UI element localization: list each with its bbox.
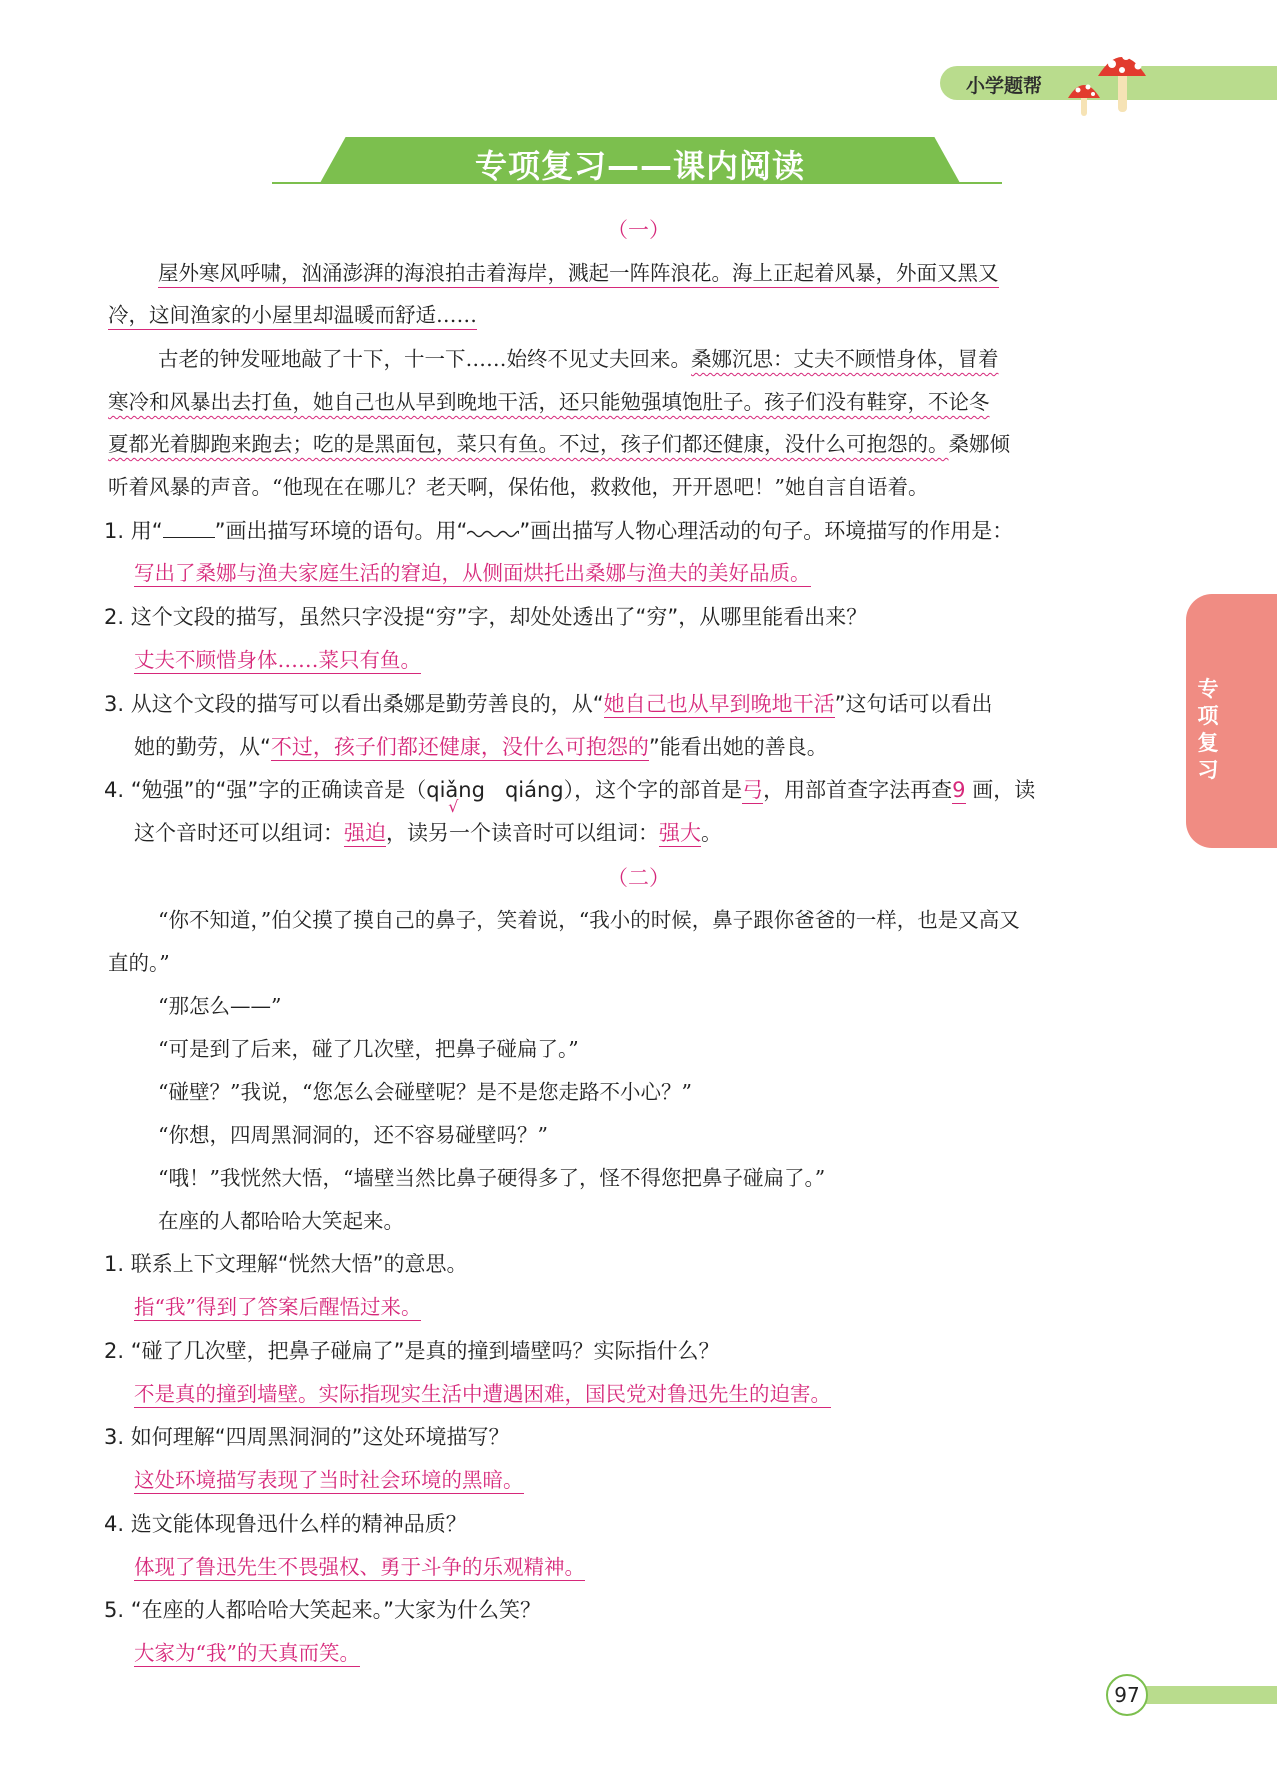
section-heading-2: （二）	[607, 866, 670, 890]
answer-2-4	[134, 1552, 585, 1582]
mind-sentence: 夏都光着脚跑来跑去；吃的是黑面包，菜只有鱼。不过，孩子们都还健康，没什么可抱怨的。	[108, 432, 949, 456]
question-2-5: 5. “在座的人都哈哈大笑起来。”大家为什么笑？	[104, 1598, 541, 1622]
brand-label: 小学题帮	[966, 75, 1043, 97]
q-text: ”画出描写人物心理活动的句子。环境描写的作用是：	[519, 519, 1014, 543]
answer-text: 弓	[742, 778, 764, 802]
answer-2-1	[134, 1292, 421, 1322]
answer-2-3	[134, 1465, 524, 1495]
check-mark-icon: √	[448, 797, 459, 816]
answer-2-2	[134, 1379, 831, 1409]
q-text: ”能看出她的善良。	[648, 735, 828, 759]
passage2-line: “可是到了后来，碰了几次壁，把鼻子碰扁了。”	[158, 1037, 579, 1061]
passage1-line	[158, 258, 999, 288]
question-3-cont	[134, 732, 828, 762]
passage-text: 桑娜倾	[948, 432, 1010, 456]
q-text: ，用部首查字法再查	[763, 778, 953, 802]
wavy-line-symbol	[467, 528, 519, 538]
answer-text: 9	[952, 778, 966, 802]
answer-text: 大家为“我”的天真而笑。	[134, 1641, 360, 1665]
q-text: 这个音时还可以组词：	[134, 821, 344, 845]
q-text: ”画出描写环境的语句。用“	[214, 519, 468, 543]
env-sentence: 冷，这间渔家的小屋里却温暖而舒适……	[108, 303, 477, 330]
pinyin-option: qiáng	[504, 778, 564, 802]
side-tab-label: 专项复习	[1197, 677, 1219, 782]
answer-text: 强大	[659, 821, 701, 845]
answer-text: 不是真的撞到墙壁。实际指现实生活中遭遇困难，国民党对鲁迅先生的迫害。	[134, 1382, 831, 1406]
answer-text: 她自己也从早到晚地干活	[603, 692, 835, 716]
passage1-line	[108, 429, 1010, 459]
question-2-1: 1. 联系上下文理解“恍然大悟”的意思。	[104, 1252, 468, 1276]
question-3	[104, 689, 992, 719]
answer-text: 丈夫不顾惜身体……菜只有鱼。	[134, 648, 421, 672]
passage2-line: 在座的人都哈哈大笑起来。	[158, 1209, 404, 1233]
page-title: 专项复习——课内阅读	[474, 147, 805, 185]
question-2-3: 3. 如何理解“四周黑洞洞的”这处环境描写？	[104, 1425, 510, 1449]
question-2-4: 4. 选文能体现鲁迅什么样的精神品质？	[104, 1512, 467, 1536]
q-text: 。	[701, 821, 722, 845]
passage1-line: 听着风暴的声音。“他现在在哪儿？老天啊，保佑他，救救他，开开恩吧！”她自言自语着。	[108, 475, 929, 499]
q-text: ），这个字的部首是	[563, 778, 743, 802]
answer-text: 写出了桑娜与渔夫家庭生活的窘迫，从侧面烘托出桑娜与渔夫的美好品质。	[134, 561, 811, 585]
question-4	[104, 775, 1036, 816]
answer-1	[134, 558, 811, 588]
answer-text: 不过，孩子们都还健康，没什么可抱怨的	[270, 735, 649, 759]
q-text: 她的勤劳，从“	[134, 735, 271, 759]
q-text: 3. 从这个文段的描写可以看出桑娜是勤劳善良的，从“	[104, 692, 604, 716]
passage1-line	[158, 344, 999, 374]
pinyin-option	[426, 778, 485, 816]
page-number: 97	[1106, 1674, 1148, 1716]
passage2-line: “那怎么——”	[158, 994, 282, 1018]
answer-text: 体现了鲁迅先生不畏强权、勇于斗争的乐观精神。	[134, 1555, 585, 1579]
question-1	[104, 516, 1013, 546]
section-heading-1: （一）	[607, 218, 670, 242]
mind-sentence: 寒冷和风暴出去打鱼，她自己也从早到晚地干活，还只能勉强填饱肚子。孩子们没有鞋穿，不论冬	[108, 390, 990, 414]
answer-text: 指“我”得到了答案后醒悟过来。	[134, 1295, 422, 1319]
answer-text: 这处环境描写表现了当时社会环境的黑暗。	[134, 1468, 524, 1492]
question-2: 2. 这个文段的描写，虽然只字没提“穷”字，却处处透出了“穷”，从哪里能看出来？	[104, 605, 868, 629]
passage1-line	[108, 300, 477, 330]
question-2-2: 2. “碰了几次壁，把鼻子碰扁了”是真的撞到墙壁吗？实际指什么？	[104, 1339, 720, 1363]
passage1-line	[108, 387, 990, 417]
footer-bar	[1126, 1686, 1277, 1704]
passage-text: 古老的钟发哑地敲了十下，十一下……始终不见丈夫回来。	[158, 347, 691, 371]
q-text: 1. 用“	[104, 519, 163, 543]
passage2-line: “碰壁？”我说，“您怎么会碰壁呢？是不是您走路不小心？”	[158, 1080, 692, 1104]
answer-2	[134, 645, 421, 675]
q-text: 画，读	[972, 778, 1036, 802]
env-sentence: 屋外寒风呼啸，汹涌澎湃的海浪拍击着海岸，溅起一阵阵浪花。海上正起着风暴，外面又黑又	[158, 261, 999, 288]
mind-sentence: 桑娜沉思：丈夫不顾惜身体，冒着	[691, 347, 999, 371]
q-text: ”这句话可以看出	[834, 692, 993, 716]
passage2-line: “你不知道，”伯父摸了摸自己的鼻子，笑着说，“我小的时候，鼻子跟你爸爸的一样，也是又高又	[158, 908, 1020, 932]
answer-2-5	[134, 1638, 360, 1668]
passage2-line: “哦！”我恍然大悟，“墙壁当然比鼻子硬得多了，怪不得您把鼻子碰扁了。”	[158, 1166, 826, 1190]
q-text: 4. “勉强”的“强”字的正确读音是（	[104, 778, 427, 802]
mushroom-icon	[1060, 42, 1150, 122]
q-text: ，读另一个读音时可以组词：	[386, 821, 659, 845]
straight-line-symbol	[163, 537, 215, 538]
question-4-cont	[134, 818, 722, 848]
answer-text: 强迫	[344, 821, 386, 845]
passage2-line: 直的。”	[108, 951, 170, 975]
passage2-line: “你想，四周黑洞洞的，还不容易碰壁吗？”	[158, 1123, 548, 1147]
pinyin-text: qiǎng	[426, 778, 485, 802]
